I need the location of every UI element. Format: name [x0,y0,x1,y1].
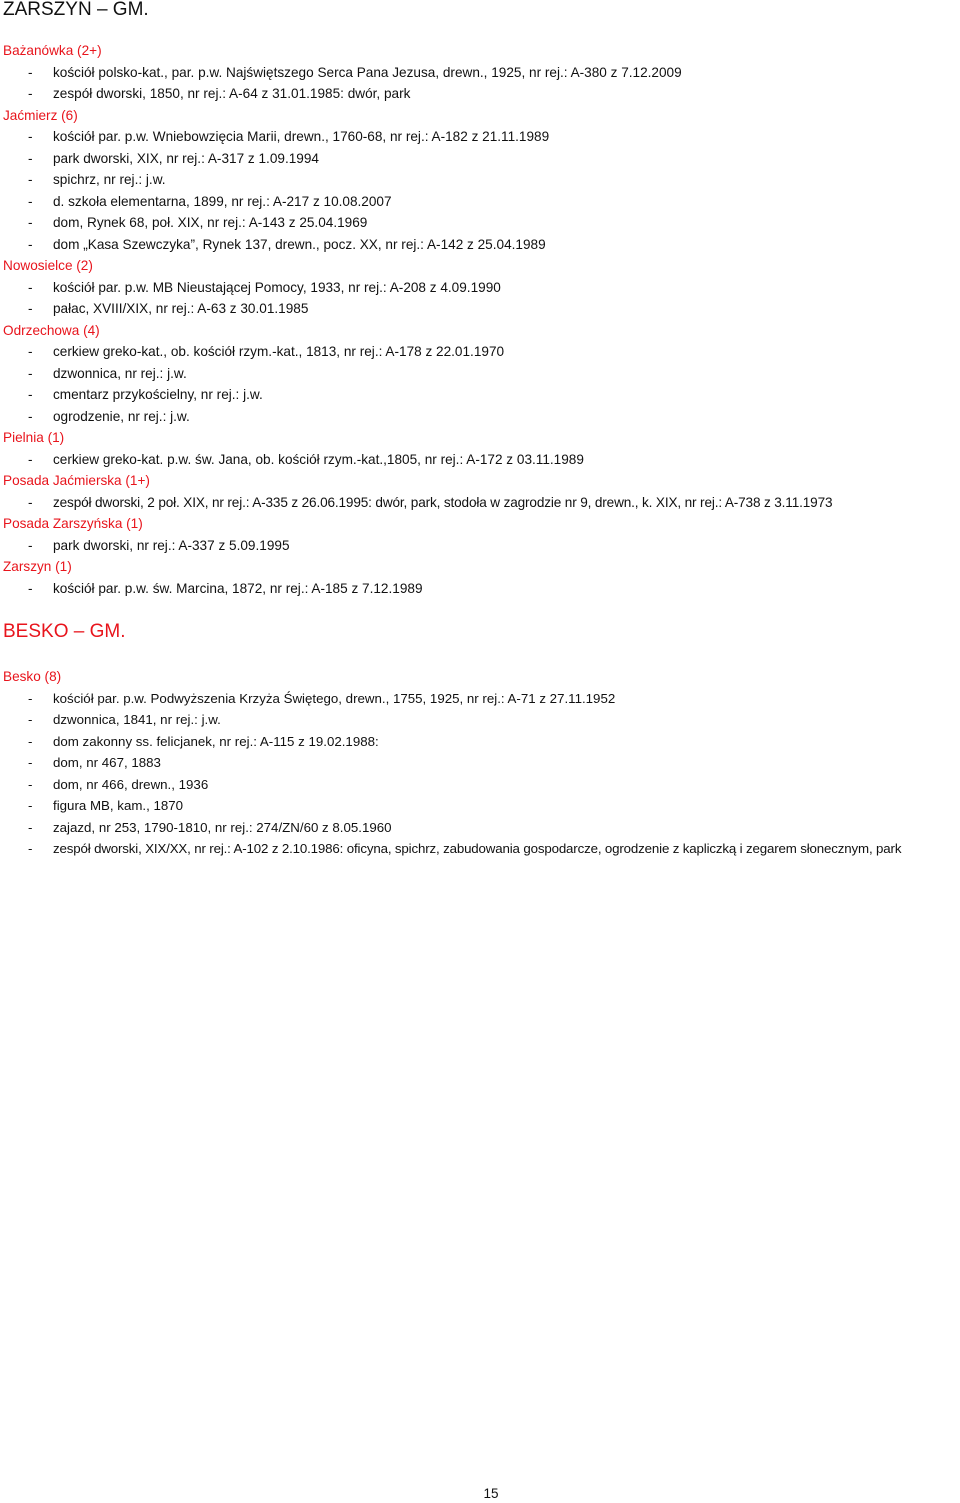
list-item [0,795,960,817]
item-text: kościół polsko-kat., par. p.w. Najświętszego Serca Pana Jezusa, drewn., 1925, nr rej.: A-380 z 7.12.2009 [53,64,682,80]
list-item [0,148,960,170]
list-item [0,578,960,600]
list-item [0,731,960,753]
item-text: zespół dworski, 1850, nr rej.: A-64 z 31.01.1985: dwór, park [53,86,411,101]
locality-zarszyn [0,556,960,599]
item-text: kościół par. p.w. Wniebowzięcia Marii, drewn., 1760-68, nr rej.: A-182 z 21.11.1989 [53,129,550,144]
list-item [0,363,960,385]
list-dash: - [28,819,33,835]
item-text: dom zakonny ss. felicjanek, nr rej.: A-115 z 19.02.1988: [53,733,379,749]
list-dash: - [28,408,33,424]
section-title-besko: BESKO – GM. [3,621,126,642]
item-text: zespół dworski, 2 poł. XIX, nr rej.: A-335 z 26.06.1995: dwór, park, stodoła w zagrodzie nr 9, drewn., k. XIX, nr rej.: A-738 z 3.11.1973 [53,494,833,510]
list-item [0,774,960,796]
item-text: kościół par. p.w. MB Nieustającej Pomocy, 1933, nr rej.: A-208 z 4.09.1990 [53,279,501,295]
list-dash: - [28,129,33,144]
item-text: kościół par. p.w. św. Marcina, 1872, nr rej.: A-185 z 7.12.1989 [53,580,423,596]
list-dash: - [28,712,33,727]
locality-posada-zarszynska [0,513,960,556]
item-text: dom, nr 467, 1883 [53,755,161,770]
item-text: dom, nr 466, drewn., 1936 [53,776,209,792]
locality-name: Jaćmierz (6) [3,107,78,123]
item-text: d. szkoła elementarna, 1899, nr rej.: A-217 z 10.08.2007 [53,193,392,209]
section-besko [0,666,960,860]
list-dash: - [28,172,33,187]
list-item [0,298,960,320]
list-dash: - [28,301,33,316]
list-dash: - [28,215,33,230]
list-item [0,492,960,514]
item-text: park dworski, XIX, nr rej.: A-317 z 1.09.1994 [53,150,319,166]
list-item [0,191,960,213]
list-item [0,169,960,191]
list-item [0,817,960,839]
item-text: zespół dworski, XIX/XX, nr rej.: A-102 z 2.10.1986: oficyna, spichrz, zabudowania gospodarcze, ogrodzenie z kapliczką i zegarem słonecznym, park [53,841,902,856]
item-text: ogrodzenie, nr rej.: j.w. [53,408,190,424]
locality-name: Posada Zarszyńska (1) [3,516,143,531]
locality-name: Bażanówka (2+) [3,43,102,58]
list-dash: - [28,193,33,209]
list-dash: - [28,344,33,359]
locality-posada-jacmierska [0,470,960,513]
list-dash: - [28,690,33,706]
list-item [0,212,960,234]
list-item [0,752,960,774]
list-item [0,83,960,105]
list-item [0,62,960,84]
list-dash: - [28,365,33,381]
list-dash: - [28,387,33,402]
list-dash: - [28,236,33,252]
list-dash: - [28,755,33,770]
list-dash: - [28,537,33,553]
item-text: dzwonnica, 1841, nr rej.: j.w. [53,712,221,727]
locality-name: Besko (8) [3,669,62,684]
list-dash: - [28,841,33,856]
list-dash: - [28,798,33,813]
list-dash: - [28,279,33,295]
list-dash: - [28,580,33,596]
list-dash: - [28,64,33,80]
item-text: park dworski, nr rej.: A-337 z 5.09.1995 [53,537,290,553]
locality-nowosielce [0,255,960,320]
item-text: figura MB, kam., 1870 [53,798,184,813]
list-dash: - [28,494,33,510]
item-text: dom „Kasa Szewczyka”, Rynek 137, drewn., pocz. XX, nr rej.: A-142 z 25.04.1989 [53,236,546,252]
section-title-zarszyn: ZARSZYN – GM. [3,0,149,20]
list-item [0,277,960,299]
locality-bazanowka [0,40,960,105]
list-item [0,709,960,731]
list-dash: - [28,150,33,166]
item-text: cerkiew greko-kat. p.w. św. Jana, ob. kościół rzym.-kat.,1805, nr rej.: A-172 z 03.11.1989 [53,451,584,467]
item-text: kościół par. p.w. Podwyższenia Krzyża Świętego, drewn., 1755, 1925, nr rej.: A-71 z 27.11.1952 [53,690,616,706]
locality-name: Nowosielce (2) [3,258,93,273]
item-text: cerkiew greko-kat., ob. kościół rzym.-kat., 1813, nr rej.: A-178 z 22.01.1970 [53,344,505,359]
locality-odrzechowa [0,320,960,428]
list-item [0,126,960,148]
locality-pielnia [0,427,960,470]
item-text: pałac, XVIII/XIX, nr rej.: A-63 z 30.01.1985 [53,301,309,316]
list-dash: - [28,776,33,792]
locality-name: Pielnia (1) [3,430,65,445]
list-item [0,449,960,471]
locality-name: Odrzechowa (4) [3,322,100,338]
list-dash: - [28,451,33,467]
list-item [0,234,960,256]
locality-jacmierz [0,105,960,256]
locality-name: Posada Jaćmierska (1+) [3,473,150,488]
list-item [0,341,960,363]
list-item [0,384,960,406]
item-text: cmentarz przykościelny, nr rej.: j.w. [53,387,263,402]
list-item [0,406,960,428]
item-text: dzwonnica, nr rej.: j.w. [53,365,187,381]
item-text: spichrz, nr rej.: j.w. [53,172,166,187]
locality-name: Zarszyn (1) [3,559,72,574]
list-dash: - [28,86,33,101]
item-text: dom, Rynek 68, poł. XIX, nr rej.: A-143 z 25.04.1969 [53,215,368,230]
list-item [0,688,960,710]
locality-besko [0,666,960,860]
page-number: 15 [483,1486,499,1501]
list-item [0,535,960,557]
item-text: zajazd, nr 253, 1790-1810, nr rej.: 274/ZN/60 z 8.05.1960 [53,819,392,835]
list-item [0,838,960,860]
section-zarszyn [0,40,960,599]
list-dash: - [28,733,33,749]
